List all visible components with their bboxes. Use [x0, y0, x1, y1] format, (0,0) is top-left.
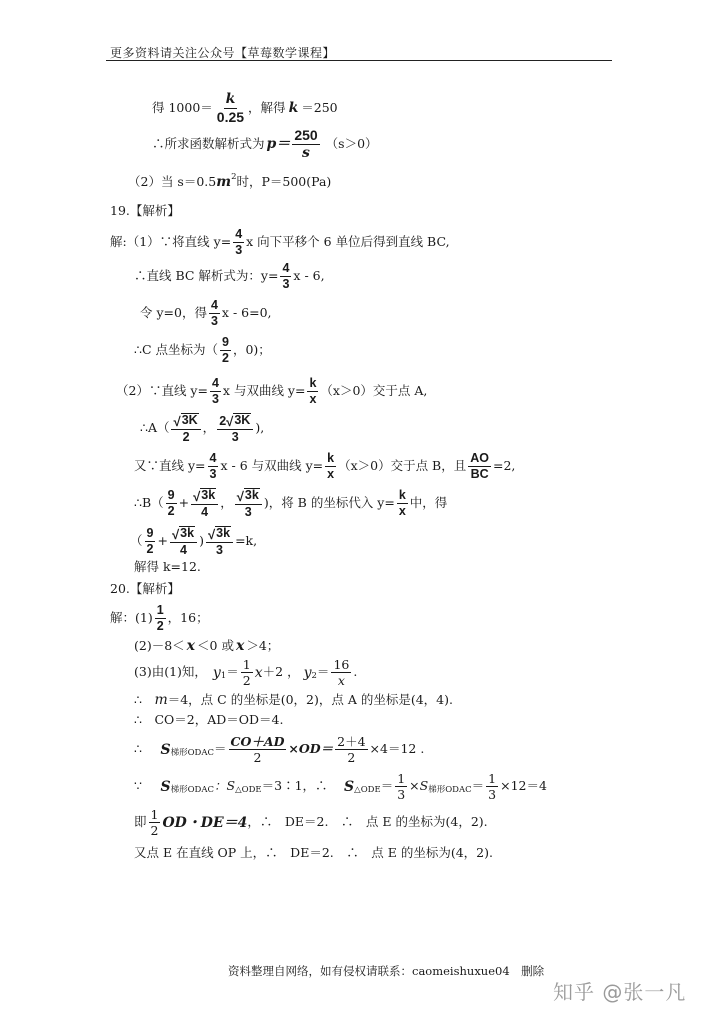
var-k: k — [288, 100, 299, 117]
text: 解：(1) — [110, 610, 153, 626]
text: ＞4； — [246, 637, 280, 653]
numerator: 4 — [208, 452, 219, 467]
radicand: 3k — [216, 526, 231, 540]
expression: OD・DE＝4 — [162, 814, 248, 831]
denominator: 2 — [146, 541, 154, 556]
text: （s＞0） — [325, 135, 378, 151]
sqrt-icon: √ — [193, 488, 201, 504]
text: ＝ — [471, 778, 485, 794]
fraction — [206, 526, 233, 557]
fraction — [331, 658, 351, 687]
fraction — [233, 228, 244, 257]
text: ＝ — [226, 664, 239, 680]
text: )，将 B 的坐标代入 y= — [263, 495, 395, 511]
q19-line-4 — [134, 336, 271, 365]
text: (3)由(1)知， — [134, 664, 207, 680]
q20-heading: 20.【解析】 — [110, 581, 180, 596]
numerator: 9 — [166, 489, 177, 504]
denominator: 3 — [216, 542, 223, 557]
denominator: 2 — [182, 429, 190, 444]
text: （x＞0）交于点 A, — [320, 383, 428, 399]
subscript: 梯形ODAC — [428, 785, 472, 796]
text: 中，得 — [409, 495, 448, 511]
text: ＝4，点 C 的坐标是(0，2)，点 A 的坐标是(4，4). — [167, 691, 453, 707]
denominator: 3 — [211, 392, 219, 407]
subscript: △ODE — [235, 785, 262, 796]
fraction — [170, 526, 197, 557]
text: ，∴ DE＝2. ∴ 点 E 的坐标为(4，2). — [247, 814, 488, 830]
text: ×12＝4 — [500, 778, 547, 794]
text: （x＞0）交于点 B，且 — [338, 458, 467, 474]
coefficient: 2 — [219, 413, 227, 428]
fraction — [241, 658, 253, 687]
denominator: x — [327, 467, 335, 482]
fraction — [215, 92, 246, 124]
var-x: x — [235, 638, 245, 654]
header-rule — [106, 60, 612, 61]
text: ∴所求函数解析式为 — [152, 135, 265, 151]
numerator: 1 — [242, 657, 251, 672]
q18-line-3 — [128, 171, 332, 190]
denominator: x — [309, 392, 317, 407]
fraction — [171, 413, 200, 444]
fraction — [395, 772, 407, 801]
radical — [170, 526, 197, 543]
text: 解:（1）∵将直线 y= — [110, 234, 232, 250]
text: ×S — [409, 778, 429, 794]
text: ，16； — [167, 610, 209, 626]
subscript: 2 — [311, 671, 317, 682]
q20-line-8 — [134, 808, 488, 837]
numerator: CO＋AD — [230, 734, 285, 749]
denominator: 4 — [180, 542, 187, 557]
q19-line-9 — [130, 526, 257, 557]
text: . — [353, 664, 358, 680]
numerator: 4 — [280, 262, 291, 277]
text: ， — [202, 420, 216, 436]
denominator: 3 — [244, 504, 252, 519]
var-m: m — [216, 174, 232, 190]
numerator: 1 — [488, 771, 497, 786]
var-y: y — [303, 664, 312, 681]
var-y: y — [212, 664, 221, 681]
denominator: 0.25 — [216, 108, 245, 125]
text: ×4＝12 . — [369, 741, 425, 757]
text: ：S — [214, 778, 236, 794]
radicand: 3K — [234, 413, 251, 427]
text: ∴ — [134, 691, 155, 707]
numerator: k — [225, 91, 236, 107]
watermark: 知乎 @张一凡 — [553, 980, 687, 1004]
q20-line-1 — [110, 604, 209, 633]
q19-line-3 — [140, 299, 272, 328]
q19-line-2 — [134, 262, 325, 291]
var-x: x — [254, 664, 263, 681]
text: ∴B（ — [134, 495, 164, 511]
text: (2)－8＜ — [134, 637, 185, 653]
denominator: 2 — [156, 619, 164, 634]
page-header: 更多资料请关注公众号【草莓数学课程】 — [110, 46, 336, 60]
q18-line-2 — [152, 128, 378, 160]
radicand: 3k — [244, 488, 259, 502]
var-m: m — [154, 692, 168, 708]
denominator: 2 — [253, 750, 262, 766]
q19-line-6 — [140, 413, 264, 444]
q20-line-3 — [134, 658, 357, 687]
text: ＝250 — [301, 99, 338, 115]
radicand: 3k — [201, 488, 216, 502]
numerator: k — [397, 489, 408, 504]
text: ), — [255, 420, 265, 436]
text: x 与双曲线 y= — [222, 383, 306, 399]
text: ∴A（ — [140, 420, 170, 436]
numerator: 1 — [397, 771, 406, 786]
denominator: BC — [470, 467, 489, 482]
q19-line-5 — [116, 377, 427, 406]
numerator: AO — [468, 452, 491, 467]
text: 时，P＝500(Pa) — [236, 173, 332, 189]
text: 得 1000＝ — [152, 99, 213, 115]
q19-heading: 19.【解析】 — [110, 203, 180, 218]
fraction — [191, 488, 218, 519]
text: =2, — [493, 458, 516, 474]
denominator: x — [337, 673, 345, 689]
numerator: 250 — [294, 127, 318, 143]
radicand: 3k — [180, 526, 195, 540]
radical — [235, 488, 262, 505]
var-x: x — [186, 638, 196, 654]
var-s: S — [344, 778, 355, 795]
fraction — [307, 377, 318, 406]
denominator: 2 — [242, 673, 251, 689]
fraction — [217, 413, 253, 444]
numerator: 1 — [155, 604, 166, 619]
text: ∵ — [134, 778, 155, 794]
subscript: 梯形ODAC — [170, 748, 215, 759]
text: ，解得 — [248, 99, 286, 115]
text: x - 6 与双曲线 y= — [220, 458, 324, 474]
fraction — [220, 336, 231, 365]
numerator: k — [325, 452, 336, 467]
fraction — [166, 489, 177, 518]
q20-line-4 — [134, 693, 453, 707]
numerator: k — [307, 377, 318, 392]
var-s: S — [160, 741, 171, 758]
q20-line-5: ∴ CO＝2，AD＝OD＝4. — [134, 712, 284, 727]
var-s: S — [160, 778, 171, 795]
q18-line-1 — [152, 92, 338, 124]
text: + — [157, 533, 168, 549]
q20-line-6 — [134, 735, 424, 764]
radicand: 3K — [181, 413, 198, 427]
numerator: 1 — [150, 807, 159, 822]
denominator: 3 — [488, 787, 497, 803]
numerator: 9 — [145, 527, 156, 542]
denominator: 3 — [235, 243, 243, 258]
q19-line-8 — [134, 488, 447, 519]
denominator: 4 — [201, 504, 209, 519]
fraction — [292, 128, 319, 160]
text: ∴直线 BC 解析式为：y= — [134, 268, 279, 284]
subscript: △ODE — [354, 785, 381, 796]
text: ＝3∶1，∴ — [261, 778, 341, 794]
text: ＋2 ， — [262, 664, 300, 680]
q19-line-10: 解得 k=12. — [134, 559, 201, 574]
denominator: 3 — [282, 277, 290, 292]
text: ， — [220, 495, 233, 511]
q20-line-7 — [134, 772, 547, 801]
text: （2）当 s＝0.5 — [128, 173, 217, 189]
numerator: 2＋4 — [337, 734, 366, 749]
denominator: 2 — [150, 823, 159, 839]
denominator: 3 — [231, 429, 239, 444]
numerator: 4 — [209, 299, 220, 314]
text: ×OD＝ — [288, 741, 334, 757]
text: ∴C 点坐标为（ — [134, 342, 218, 358]
sqrt-icon: √ — [171, 526, 180, 542]
text: x - 6, — [293, 268, 325, 284]
subscript: 1 — [220, 671, 227, 682]
denominator: 3 — [397, 787, 406, 803]
denominator: x — [398, 503, 406, 518]
text: （2）∵直线 y= — [116, 383, 208, 399]
text: 又∵直线 y= — [134, 458, 206, 474]
sqrt-icon: √ — [226, 413, 234, 429]
text: 即 — [134, 814, 147, 830]
text: ，0)； — [232, 342, 271, 358]
text: =k, — [235, 533, 258, 549]
fraction — [280, 262, 291, 291]
radical — [206, 526, 233, 543]
var-p: p＝ — [266, 136, 291, 153]
text: x - 6=0, — [221, 305, 272, 321]
denominator: s — [302, 144, 310, 161]
fraction — [229, 735, 287, 764]
sqrt-icon: √ — [173, 413, 181, 429]
text: ＝ — [214, 741, 227, 757]
fraction — [155, 604, 166, 633]
q19-line-1 — [110, 228, 450, 257]
radical — [217, 413, 253, 430]
fraction — [208, 452, 219, 481]
exponent: 2 — [231, 171, 237, 182]
fraction — [149, 808, 161, 837]
q20-line-9: 又点 E 在直线 OP 上，∴ DE＝2. ∴ 点 E 的坐标为(4，2). — [134, 845, 493, 860]
text: ＝ — [380, 778, 394, 794]
denominator: 2 — [222, 351, 229, 366]
text: + — [178, 495, 190, 511]
fraction — [468, 452, 491, 481]
text: 令 y=0，得 — [140, 305, 207, 321]
sqrt-icon: √ — [207, 526, 216, 542]
radical — [191, 488, 218, 505]
numerator: 16 — [333, 657, 350, 672]
text: ＝ — [316, 664, 330, 680]
numerator: 9 — [220, 336, 231, 351]
text: x 向下平移个 6 单位后得到直线 BC, — [246, 234, 450, 250]
sqrt-icon: √ — [236, 488, 244, 504]
text: （ — [130, 533, 143, 549]
numerator: 4 — [210, 377, 221, 392]
fraction — [325, 452, 336, 481]
text: ∴ — [134, 741, 155, 757]
subscript: 梯形ODAC — [170, 785, 215, 796]
denominator: 3 — [209, 467, 217, 482]
fraction — [209, 299, 220, 328]
text: ) — [199, 533, 204, 549]
page-footer: 资料整理自网络，如有侵权请联系：caomeishuxue04 删除 — [228, 964, 545, 978]
denominator: 3 — [210, 314, 218, 329]
fraction — [335, 735, 367, 764]
numerator: 4 — [233, 228, 244, 243]
radical — [171, 413, 200, 430]
denominator: 2 — [347, 750, 356, 766]
fraction — [210, 377, 221, 406]
q20-line-2 — [134, 639, 279, 653]
fraction — [397, 489, 408, 518]
fraction — [486, 772, 498, 801]
text: ＜0 或 — [197, 637, 234, 653]
denominator: 2 — [167, 503, 175, 518]
fraction — [145, 527, 156, 556]
q19-line-7 — [134, 452, 515, 481]
fraction — [235, 488, 262, 519]
